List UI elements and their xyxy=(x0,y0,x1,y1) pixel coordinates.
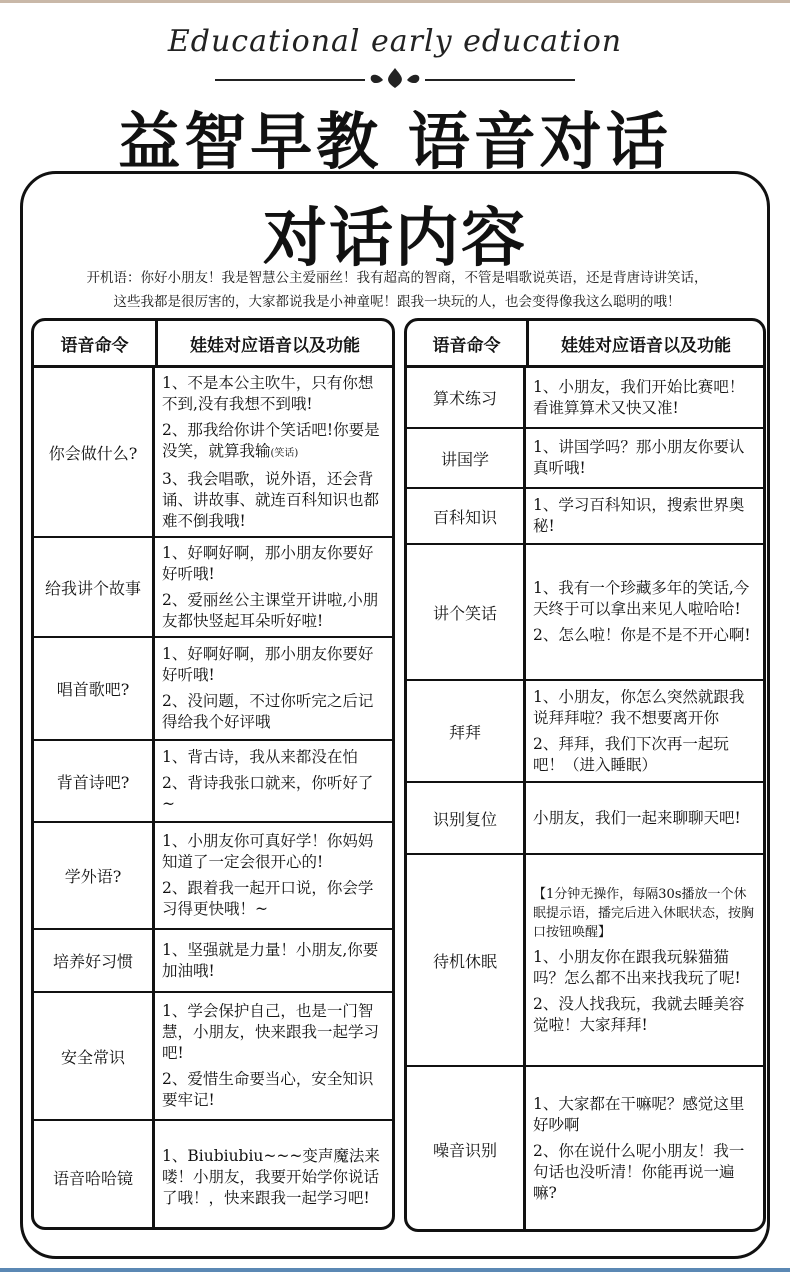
command-cell: 识别复位 xyxy=(407,783,526,853)
response-cell xyxy=(155,368,392,536)
ornament-divider-icon xyxy=(215,66,575,90)
top-divider xyxy=(0,0,790,3)
section-title: 对话内容 xyxy=(263,201,527,276)
response-note: (笑话) xyxy=(270,447,299,459)
response-line: 1、学习百科知识，搜索世界奥秘! xyxy=(533,496,745,535)
command-cell: 背首诗吧? xyxy=(34,741,155,821)
response-cell xyxy=(155,741,392,821)
response-text: 2、那我给你讲个笑话吧!你要是没笑，就算我输 xyxy=(162,420,380,460)
response-line: 1、讲国学吗？那小朋友你要认真听哦! xyxy=(533,438,745,477)
command-cell: 讲国学 xyxy=(407,429,526,487)
command-cell: 讲个笑话 xyxy=(407,545,526,679)
response-cell xyxy=(155,638,392,739)
table-row xyxy=(407,681,763,783)
response-line: 1、背古诗，我从来都没在怕 xyxy=(162,748,358,766)
command-cell: 百科知识 xyxy=(407,489,526,543)
table-row xyxy=(407,1067,763,1231)
response-cell xyxy=(155,823,392,928)
command-cell: 给我讲个故事 xyxy=(34,538,155,636)
command-table-right xyxy=(404,318,766,1232)
response-cell xyxy=(526,545,763,679)
command-cell: 唱首歌吧? xyxy=(34,638,155,739)
table-header xyxy=(407,321,763,368)
bottom-divider xyxy=(0,1268,790,1272)
intro-line-2: 这些我都是很厉害的，大家都说我是小神童呢！跟我一块玩的人，也会变得像我这么聪明的哦！ xyxy=(113,294,681,310)
command-cell: 你会做什么? xyxy=(34,368,155,536)
response-cell xyxy=(526,681,763,781)
intro-line-1: 开机语：你好小朋友！我是智慧公主爱丽丝！我有超高的智商，不管是唱歌说英语，还是背唐诗讲笑话， xyxy=(86,270,708,286)
response-cell xyxy=(526,429,763,487)
command-cell: 算术练习 xyxy=(407,368,526,427)
response-cell xyxy=(526,855,763,1065)
header-response: 娃娃对应语音以及功能 xyxy=(561,335,731,356)
command-cell: 学外语? xyxy=(34,823,155,928)
table-row xyxy=(34,638,392,741)
response-cell xyxy=(526,1067,763,1231)
response-line: 1、我有一个珍藏多年的笑话,今天终于可以拿出来见人啦哈哈! xyxy=(533,579,750,618)
table-row xyxy=(407,783,763,855)
response-cell xyxy=(155,930,392,991)
response-line: 1、好啊好啊，那小朋友你要好好听哦! xyxy=(162,645,374,684)
response-line: 1、Biubiubiu~~~变声魔法来喽！小朋友，我要开始学你说话了哦！，快来跟我一起学习吧! xyxy=(162,1146,380,1207)
main-title: 益智早教 语音对话 xyxy=(118,105,672,178)
command-cell: 安全常识 xyxy=(34,993,155,1119)
response-line: 1、小朋友，你怎么突然就跟我说拜拜啦？我不想要离开你 xyxy=(533,687,745,727)
table-row xyxy=(407,545,763,681)
table-row xyxy=(407,489,763,545)
startup-intro xyxy=(30,266,764,314)
table-row xyxy=(407,368,763,429)
header-command: 语音命令 xyxy=(34,321,158,365)
table-row xyxy=(34,538,392,638)
command-cell: 培养好习惯 xyxy=(34,930,155,991)
response-line: 1、小朋友你在跟我玩躲猫猫吗？怎么都不出来找我玩了呢! xyxy=(533,947,741,987)
table-row xyxy=(34,823,392,930)
table-row xyxy=(34,930,392,993)
header-command: 语音命令 xyxy=(407,321,529,365)
command-cell: 待机休眠 xyxy=(407,855,526,1065)
response-line: 【1分钟无操作，每隔30s播放一个休眠提示语，播完后进入休眠状态，按胸口按钮唤醒】 xyxy=(533,886,755,940)
command-table-left xyxy=(31,318,395,1230)
response-line: 1、坚强就是力量！小朋友,你要加油哦! xyxy=(162,940,379,980)
response-line: 3、我会唱歌，说外语，还会背诵、讲故事、就连百科知识也都难不倒我哦! xyxy=(162,469,380,530)
table-row xyxy=(34,368,392,538)
english-subtitle: Educational early education xyxy=(167,24,623,59)
header-response: 娃娃对应语音以及功能 xyxy=(190,335,360,356)
response-line: 2、跟着我一起开口说，你会学习得更快哦！~ xyxy=(162,879,374,918)
response-line: 2、爱丽丝公主课堂开讲啦,小朋友都快竖起耳朵听好啦! xyxy=(162,590,379,630)
response-line: 1、小朋友，我们开始比赛吧！看谁算算术又快又准! xyxy=(533,377,745,417)
command-cell: 拜拜 xyxy=(407,681,526,781)
response-line: 1、好啊好啊，那小朋友你要好好听哦! xyxy=(162,543,374,583)
response-line: 2、爱惜生命要当心，安全知识要牢记! xyxy=(162,1070,374,1109)
table-row xyxy=(407,429,763,489)
response-line: 1、大家都在干嘛呢？感觉这里好吵啊 xyxy=(533,1095,745,1134)
response-cell xyxy=(526,368,763,427)
response-line: 2、拜拜，我们下次再一起玩吧！（进入睡眠） xyxy=(533,734,729,774)
table-row xyxy=(34,993,392,1121)
response-cell xyxy=(155,1121,392,1230)
response-cell xyxy=(155,538,392,636)
response-line: 2、背诗我张口就来，你听好了~ xyxy=(162,774,374,813)
response-line: 1、不是本公主吹牛，只有你想不到,没有我想不到哦! xyxy=(162,373,374,413)
response-line: 小朋友，我们一起来聊聊天吧! xyxy=(533,808,741,827)
response-line: 1、小朋友你可真好学！你妈妈知道了一定会很开心的! xyxy=(162,832,374,871)
response-cell xyxy=(155,993,392,1119)
response-cell xyxy=(526,783,763,853)
table-row xyxy=(407,855,763,1067)
response-cell xyxy=(526,489,763,543)
response-line: 2、没问题，不过你听完之后记得给我个好评哦 xyxy=(162,692,374,731)
response-line: 2、没人找我玩，我就去睡美容觉啦！大家拜拜! xyxy=(533,994,745,1034)
command-cell: 语音哈哈镜 xyxy=(34,1121,155,1230)
response-line: 2、你在说什么呢小朋友！我一句话也没听清！你能再说一遍嘛? xyxy=(533,1142,745,1202)
table-header xyxy=(34,321,392,368)
response-line: 1、学会保护自己，也是一门智慧，小朋友，快来跟我一起学习吧! xyxy=(162,1002,380,1062)
response-line-with-note xyxy=(162,420,386,464)
response-line: 2、怎么啦！你是不是不开心啊! xyxy=(533,626,751,644)
table-row xyxy=(34,741,392,823)
command-cell: 噪音识别 xyxy=(407,1067,526,1231)
table-row xyxy=(34,1121,392,1230)
